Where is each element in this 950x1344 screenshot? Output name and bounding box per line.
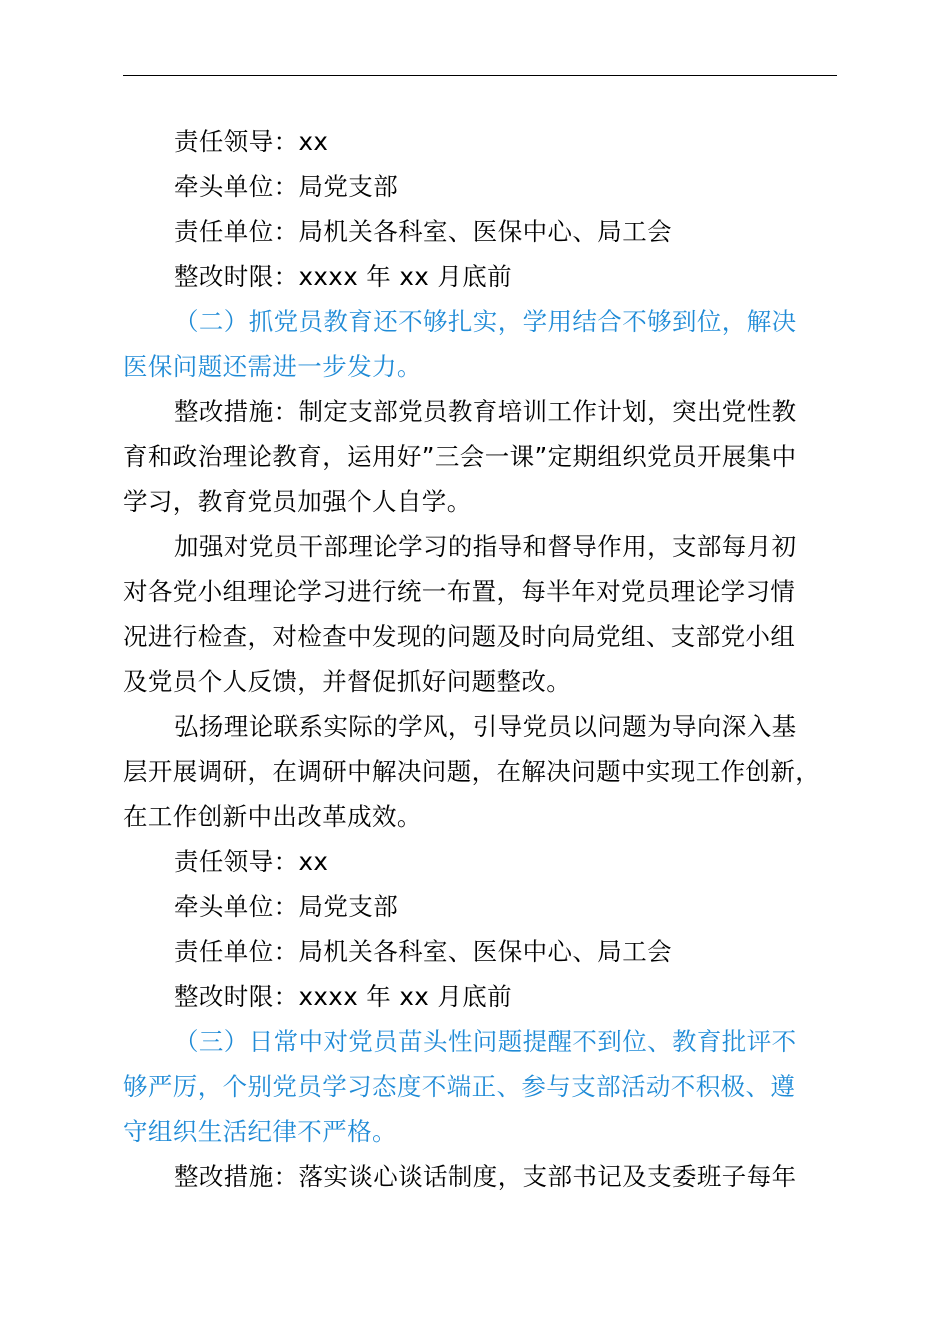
text-line: 在工作创新中出改革成效。 bbox=[123, 802, 422, 831]
section-heading-line: （二）抓党员教育还不够扎实，学用结合不够到位，解决 bbox=[174, 307, 797, 336]
text-line: 及党员个人反馈，并督促抓好问题整改。 bbox=[123, 667, 572, 696]
text-line: 况进行检查，对检查中发现的问题及时向局党组、支部党小组 bbox=[123, 622, 796, 651]
text-line: 整改措施：制定支部党员教育培训工作计划，突出党性教 bbox=[174, 397, 797, 426]
text-line: 整改时限：xxxx 年 xx 月底前 bbox=[174, 262, 513, 291]
document-body bbox=[123, 119, 837, 1199]
section-heading-line: 守组织生活纪律不严格。 bbox=[123, 1117, 397, 1146]
text-line: 整改措施：落实谈心谈话制度，支部书记及支委班子每年 bbox=[174, 1162, 797, 1191]
text-line: 责任领导：xx bbox=[174, 847, 329, 876]
text-line: 育和政治理论教育，运用好”三会一课”定期组织党员开展集中 bbox=[123, 442, 797, 471]
text-line: 层开展调研，在调研中解决问题，在解决问题中实现工作创新， bbox=[123, 757, 821, 786]
text-line: 整改时限：xxxx 年 xx 月底前 bbox=[174, 982, 513, 1011]
text-line: 加强对党员干部理论学习的指导和督导作用，支部每月初 bbox=[174, 532, 797, 561]
section-heading-line: 医保问题还需进一步发力。 bbox=[123, 352, 422, 381]
text-line: 责任单位：局机关各科室、医保中心、局工会 bbox=[174, 937, 672, 966]
text-line: 责任单位：局机关各科室、医保中心、局工会 bbox=[174, 217, 672, 246]
section-heading-line: （三）日常中对党员苗头性问题提醒不到位、教育批评不 bbox=[174, 1027, 797, 1056]
text-line: 对各党小组理论学习进行统一布置，每半年对党员理论学习情 bbox=[123, 577, 796, 606]
text-line: 牵头单位：局党支部 bbox=[174, 892, 399, 921]
text-line: 弘扬理论联系实际的学风，引导党员以问题为导向深入基 bbox=[174, 712, 797, 741]
text-line: 责任领导：xx bbox=[174, 127, 329, 156]
header-rule bbox=[123, 75, 837, 76]
text-line: 学习，教育党员加强个人自学。 bbox=[123, 487, 472, 516]
text-line: 牵头单位：局党支部 bbox=[174, 172, 399, 201]
section-heading-line: 够严厉，个别党员学习态度不端正、参与支部活动不积极、遵 bbox=[123, 1072, 796, 1101]
